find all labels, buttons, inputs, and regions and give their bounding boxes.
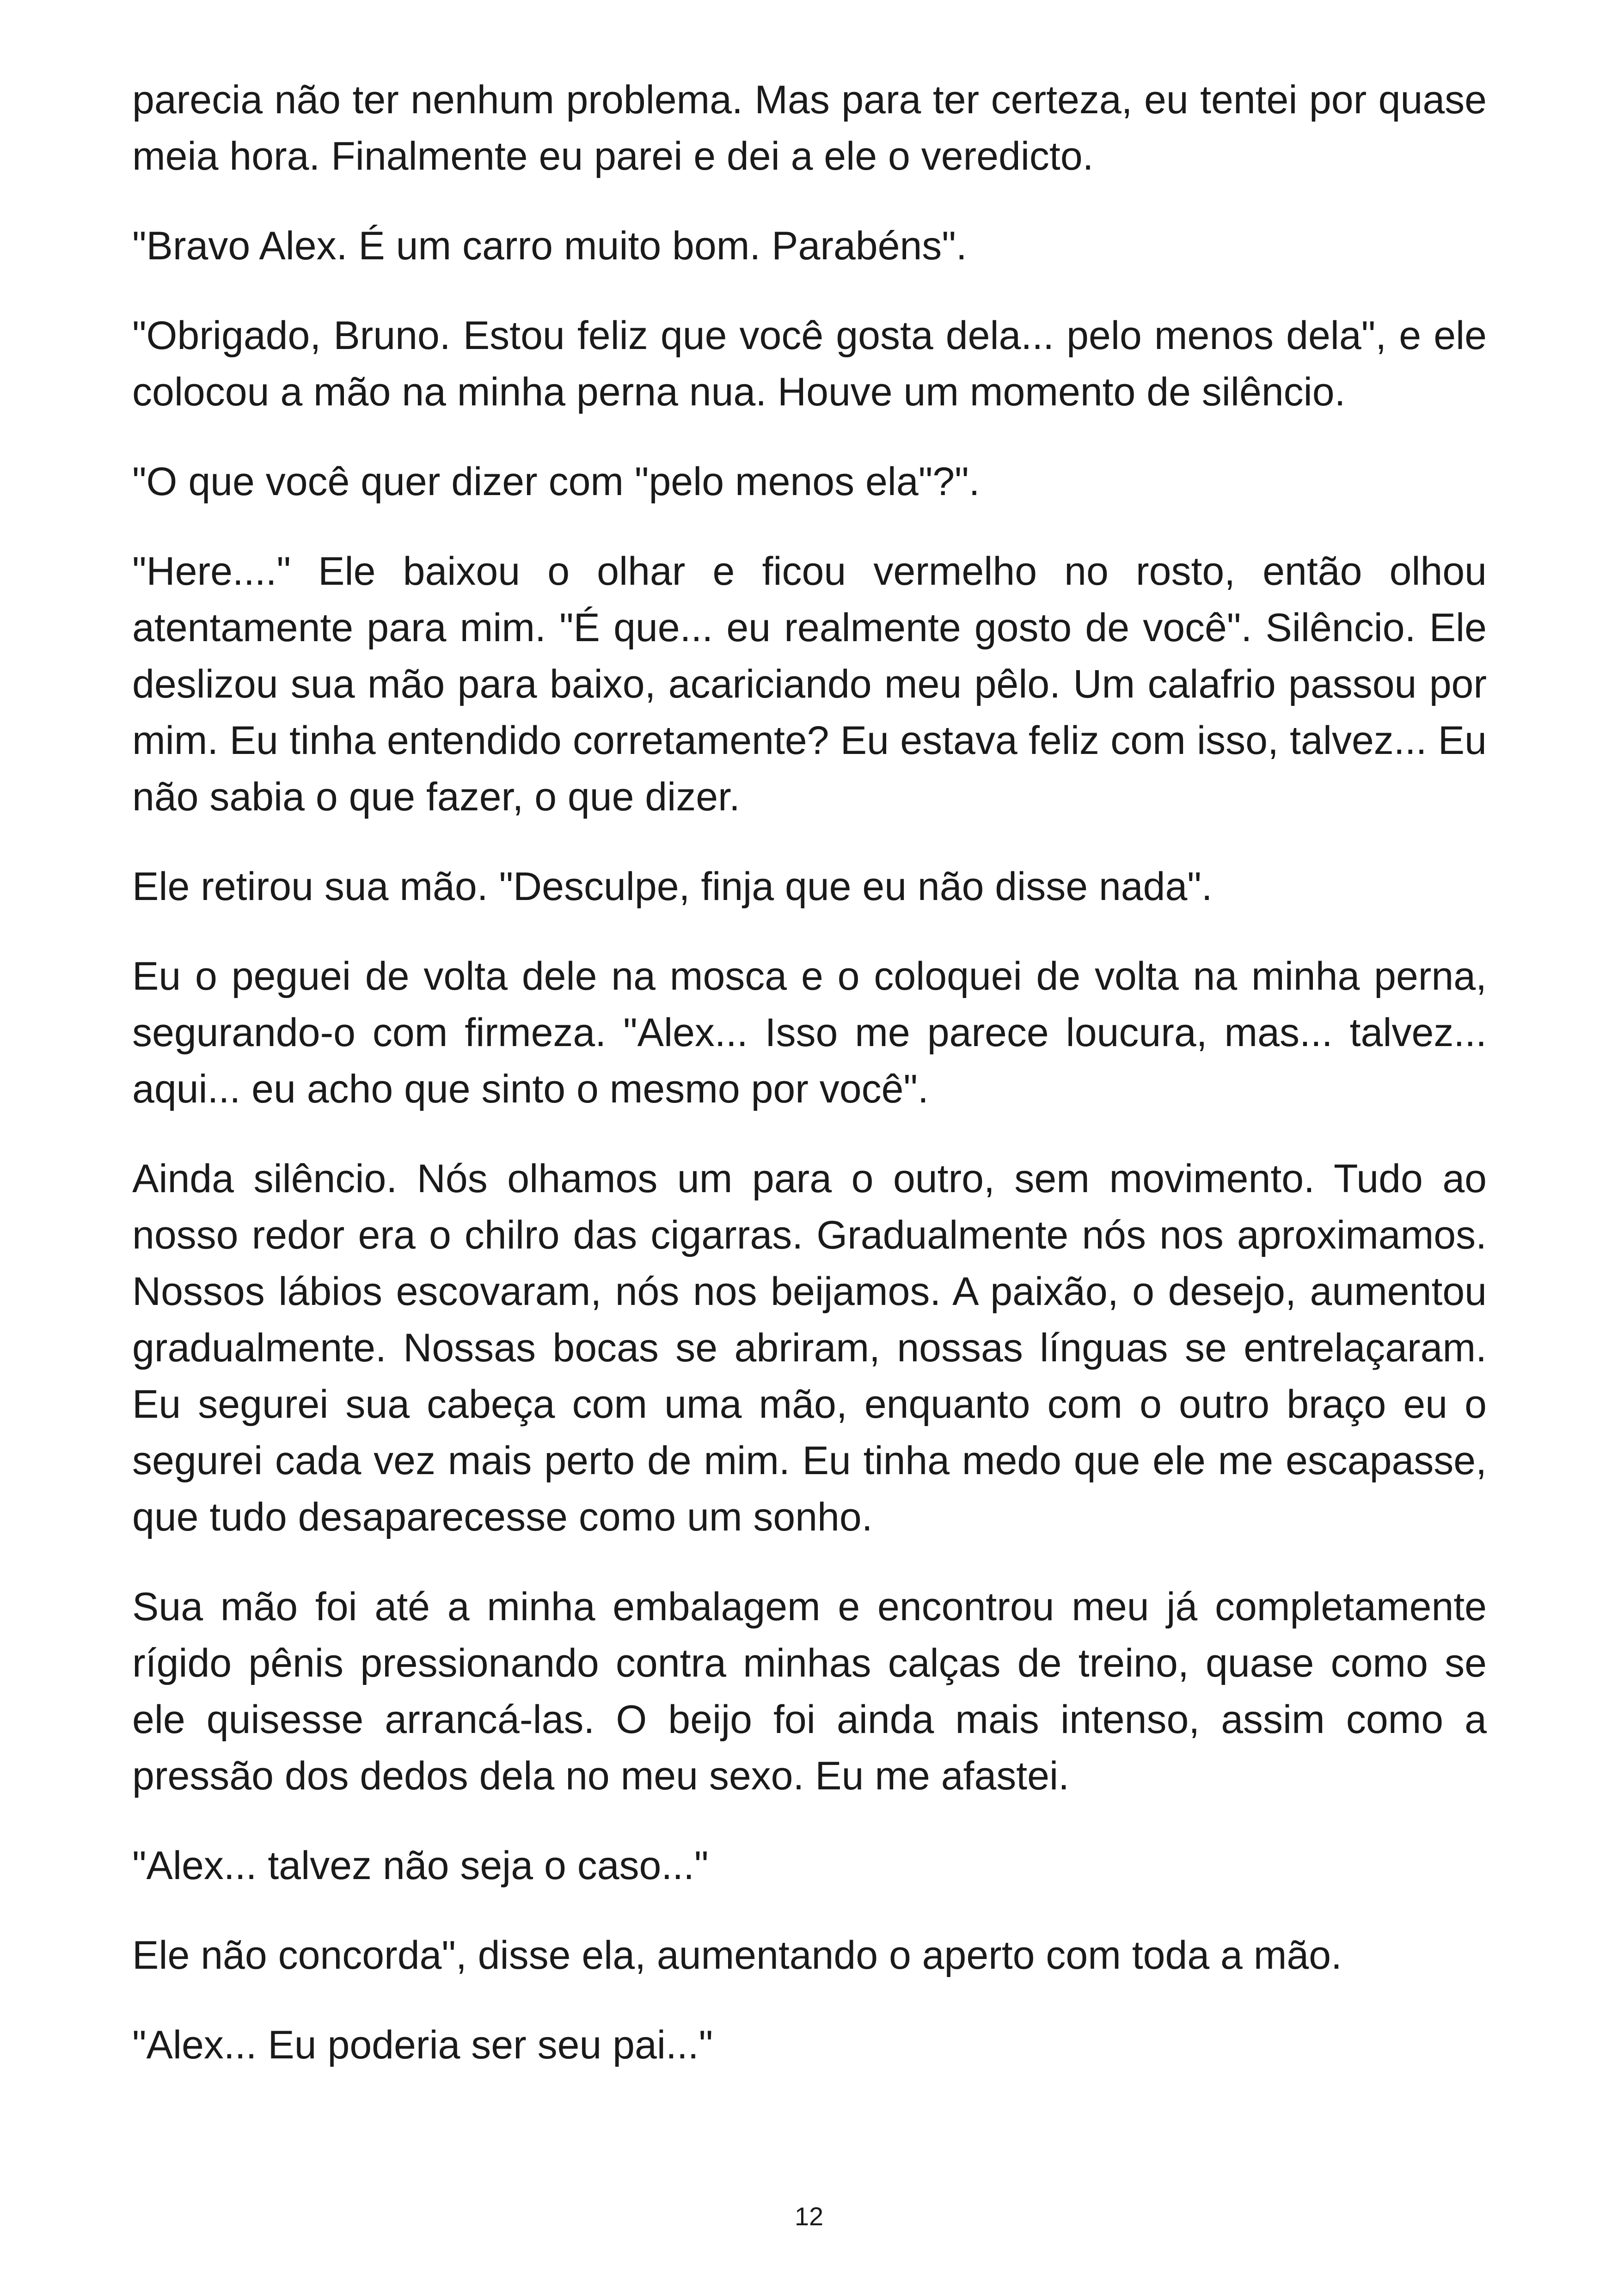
paragraph-4: "O que você quer dizer com "pelo menos ela"?". [132,459,980,504]
paragraph-6: Ele retirou sua mão. "Desculpe, finja que eu não disse nada". [132,864,1213,909]
paragraph-11: Ele não concorda", disse ela, aumentando o aperto com toda a mão. [132,1933,1342,1978]
paragraph-5: "Here...." Ele baixou o olhar e ficou vermelho no rosto, então olhou atentamente para mim. "É que... eu realmente gosto de você". Silêncio. Ele deslizou sua mão para baixo, acariciando meu pêlo. Um calafrio passou por mim. Eu tinha entendido corretamente? Eu estava feliz com isso, talvez... Eu não sabia o que fazer, o que dizer. [132,549,1487,819]
body-text [132,72,1487,2106]
paragraph-12: "Alex... Eu poderia ser seu pai..." [132,2023,713,2067]
paragraph-10: "Alex... talvez não seja o caso..." [132,1843,709,1888]
paragraph-9: Sua mão foi até a minha embalagem e encontrou meu já completamente rígido pênis pressionando contra minhas calças de treino, quase como se ele quisesse arrancá-las. O beijo foi ainda mais intenso, assim como a pressão dos dedos dela no meu sexo. Eu me afastei. [132,1585,1487,1798]
paragraph-8: Ainda silêncio. Nós olhamos um para o outro, sem movimento. Tudo ao nosso redor era o chilro das cigarras. Gradualmente nós nos aproximamos. Nossos lábios escovaram, nós nos beijamos. A paixão, o desejo, aumentou gradualmente. Nossas bocas se abriram, nossas línguas se entrelaçaram. Eu segurei sua cabeça com uma mão, enquanto com o outro braço eu o segurei cada vez mais perto de mim. Eu tinha medo que ele me escapasse, que tudo desaparecesse como um sonho. [132,1157,1487,1539]
paragraph-3: "Obrigado, Bruno. Estou feliz que você gosta dela... pelo menos dela", e ele colocou a mão na minha perna nua. Houve um momento de silêncio. [132,313,1487,414]
page-number: 12 [794,2202,824,2231]
paragraph-1: parecia não ter nenhum problema. Mas para ter certeza, eu tentei por quase meia hora. Finalmente eu parei e dei a ele o veredicto. [132,78,1487,178]
paragraph-2: "Bravo Alex. É um carro muito bom. Parabéns". [132,224,967,268]
paragraph-7: Eu o peguei de volta dele na mosca e o coloquei de volta na minha perna, segurando-o com firmeza. "Alex... Isso me parece loucura, mas... talvez... aqui... eu acho que sinto o mesmo por você". [132,954,1487,1111]
